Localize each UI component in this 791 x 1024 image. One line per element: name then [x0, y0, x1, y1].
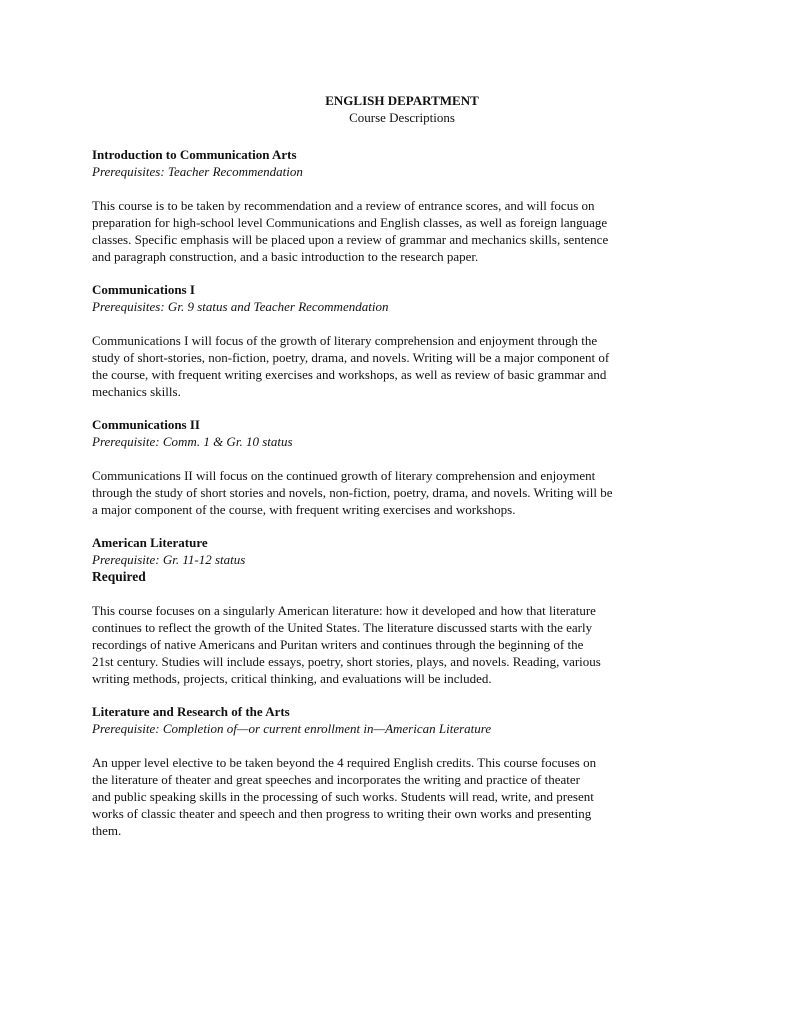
description-line: writing methods, projects, critical thinking, and evaluations will be included. [92, 671, 492, 686]
course-description [92, 197, 712, 265]
course-description [92, 602, 712, 687]
course-prerequisite: Prerequisite: Gr. 11-12 status [92, 552, 246, 567]
department-title: ENGLISH DEPARTMENT [325, 93, 479, 108]
description-line: through the study of short stories and novels, non-fiction, poetry, drama, and novels. Writing will be [92, 485, 613, 500]
course-description [92, 467, 712, 518]
description-line: mechanics skills. [92, 384, 181, 399]
description-line: recordings of native Americans and Puritan writers and continues through the beginning of the [92, 637, 584, 652]
course-prerequisite: Prerequisites: Gr. 9 status and Teacher Recommendation [92, 299, 389, 314]
description-line: classes. Specific emphasis will be placed upon a review of grammar and mechanics skills, sentence [92, 232, 609, 247]
description-line: a major component of the course, with frequent writing exercises and workshops. [92, 502, 516, 517]
course-prerequisite: Prerequisite: Comm. 1 & Gr. 10 status [92, 434, 293, 449]
course-description [92, 754, 712, 839]
description-line: Communications II will focus on the continued growth of literary comprehension and enjoyment [92, 468, 596, 483]
course-title: American Literature [92, 535, 208, 550]
description-line: the course, with frequent writing exercises and workshops, as well as review of basic grammar and [92, 367, 607, 382]
course-title: Literature and Research of the Arts [92, 704, 290, 719]
description-line: the literature of theater and great speeches and incorporates the writing and practice of theater [92, 772, 580, 787]
required-label: Required [92, 569, 146, 584]
description-line: them. [92, 823, 122, 838]
description-line: 21st century. Studies will include essays, poetry, short stories, plays, and novels. Reading, various [92, 654, 601, 669]
description-line: Communications I will focus of the growth of literary comprehension and enjoyment through the [92, 333, 598, 348]
description-line: This course focuses on a singularly American literature: how it developed and how that literature [92, 603, 596, 618]
course-title: Communications I [92, 282, 195, 297]
description-line: This course is to be taken by recommendation and a review of entrance scores, and will focus on [92, 198, 595, 213]
description-line: study of short-stories, non-fiction, poetry, drama, and novels. Writing will be a major component of [92, 350, 610, 365]
description-line: preparation for high-school level Communications and English classes, as well as foreign language [92, 215, 608, 230]
course-prerequisite: Prerequisites: Teacher Recommendation [92, 164, 303, 179]
description-line: works of classic theater and speech and then progress to writing their own works and presenting [92, 806, 592, 821]
document-page [92, 92, 712, 839]
document-subtitle: Course Descriptions [349, 110, 455, 125]
course-section-communications-2 [92, 416, 712, 518]
description-line: continues to reflect the growth of the United States. The literature discussed starts with the early [92, 620, 593, 635]
course-section-american-literature [92, 534, 712, 687]
course-title: Communications II [92, 417, 200, 432]
course-prerequisite: Prerequisite: Completion of—or current enrollment in—American Literature [92, 721, 492, 736]
course-section-communications-1 [92, 281, 712, 400]
description-line: and paragraph construction, and a basic introduction to the research paper. [92, 249, 479, 264]
course-section-literature-research-arts [92, 703, 712, 839]
document-header [92, 92, 712, 126]
course-section-intro-comm-arts [92, 146, 712, 265]
course-title: Introduction to Communication Arts [92, 147, 297, 162]
description-line: An upper level elective to be taken beyond the 4 required English credits. This course focuses on [92, 755, 597, 770]
description-line: and public speaking skills in the processing of such works. Students will read, write, and present [92, 789, 594, 804]
course-description [92, 332, 712, 400]
